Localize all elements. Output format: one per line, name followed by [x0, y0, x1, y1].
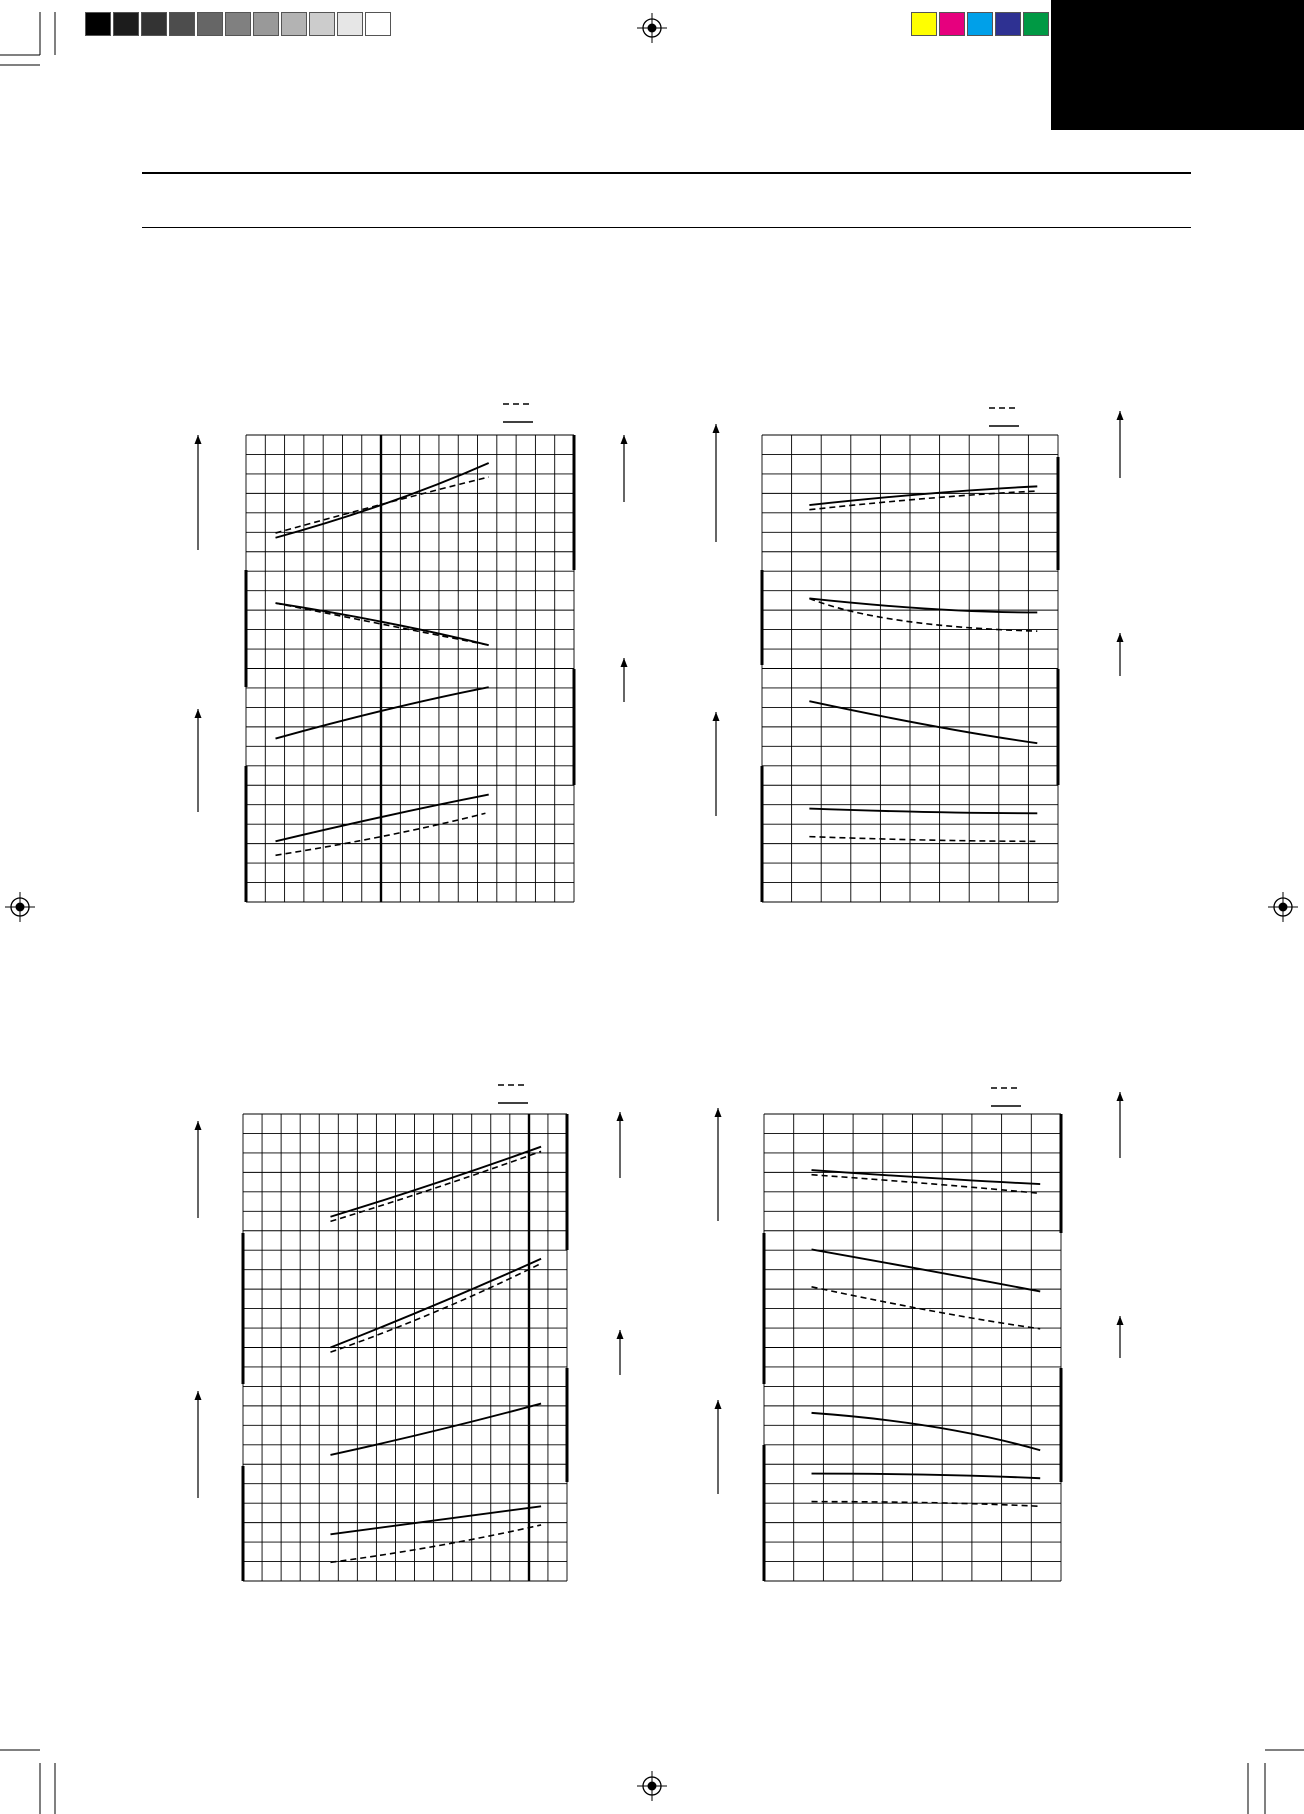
axis-arrow-head — [617, 1112, 624, 1121]
axis-arrow-head — [621, 658, 628, 667]
axis-arrow-head — [617, 1330, 624, 1339]
axis-arrow-head — [195, 709, 202, 718]
axis-arrow-head — [713, 712, 720, 721]
axis-arrow-head — [715, 1108, 722, 1117]
axis-arrow-head — [1117, 633, 1124, 642]
curve-dashed — [812, 1502, 1041, 1507]
axis-arrow-head — [1117, 411, 1124, 420]
axis-arrow-head — [713, 424, 720, 433]
axis-arrow-head — [195, 435, 202, 444]
axis-arrow-head — [1117, 1092, 1124, 1101]
curve-solid — [812, 1474, 1041, 1479]
curve-solid — [812, 1249, 1041, 1291]
curve-solid — [809, 809, 1037, 814]
curve-dashed — [812, 1287, 1041, 1329]
curve-dashed — [809, 598, 1037, 631]
axis-arrow-head — [621, 435, 628, 444]
axis-arrow-head — [195, 1391, 202, 1400]
axis-arrow-head — [1117, 1316, 1124, 1325]
axis-arrow-head — [195, 1121, 202, 1130]
curve-solid — [809, 486, 1037, 505]
curve-dashed — [809, 837, 1037, 842]
axis-arrow-head — [715, 1400, 722, 1409]
